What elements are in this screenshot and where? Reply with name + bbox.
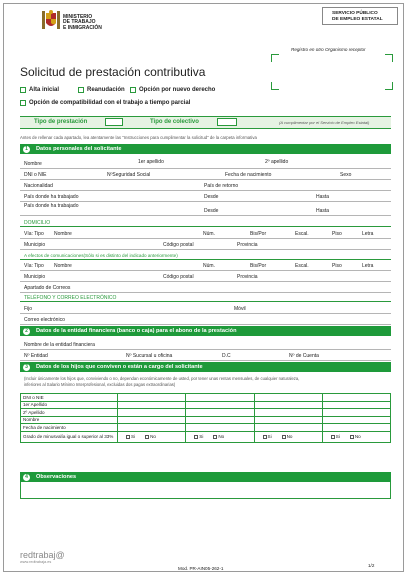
dni-label: DNI o NIE xyxy=(24,172,47,178)
num-2-label: Núm. xyxy=(203,263,215,269)
bis-por-label: Bis/Por xyxy=(250,231,267,237)
table-row xyxy=(21,409,391,417)
table-row xyxy=(21,401,391,409)
alta-inicial-label: Alta inicial xyxy=(29,87,60,93)
comunicaciones-heading: A efectos de comunicaciones(Sólo si es distinto del indicado anteriormente) xyxy=(24,253,178,258)
section-3-note-1: (Incluir únicamente los hijos que, conviviendo o no, dependan económicamente de usted, por tener unas rentas mensuales, de cualquier naturaleza, xyxy=(24,376,300,381)
n-entidad-label: Nº Entidad xyxy=(24,353,48,359)
child-cell[interactable] xyxy=(118,431,186,442)
no-label: No xyxy=(218,434,225,439)
compatibilidad-checkbox[interactable] xyxy=(20,100,26,106)
child-cell[interactable] xyxy=(322,424,390,432)
section-2-number: 2 xyxy=(23,328,30,335)
child-cell[interactable] xyxy=(118,424,186,432)
child-cell[interactable] xyxy=(254,431,322,442)
row-label: Grado de minusvalía igual o superior al 33% xyxy=(21,431,118,442)
section-3-number: 3 xyxy=(23,364,30,371)
service-box xyxy=(322,7,398,25)
child-cell[interactable] xyxy=(186,416,254,424)
tipo-colectivo-field[interactable] xyxy=(217,118,237,126)
table-row xyxy=(21,416,391,424)
ministry-line-1: MINISTERIO xyxy=(63,14,93,20)
section-3-title: Datos de los hijos que conviven o están a cargo del solicitante xyxy=(36,364,203,370)
nacionalidad-label: Nacionalidad xyxy=(24,183,53,189)
si-label: Si xyxy=(131,434,136,439)
municipio-2-label: Municipio xyxy=(24,274,46,280)
intro-note: Antes de rellenar cada apartado, lea atentamente las "Instrucciones para cumplimentar la solicitud" de la carpeta informativa xyxy=(20,135,257,140)
form-page xyxy=(3,3,404,572)
child-cell[interactable] xyxy=(118,394,186,402)
child-cell[interactable] xyxy=(322,409,390,417)
via-tipo-2-label: Vía: Tipo xyxy=(24,263,44,269)
registry-corner-tl xyxy=(271,54,279,62)
row-label: 2º Apellido xyxy=(21,409,118,417)
row-line xyxy=(20,215,391,216)
desde-1-label: Desde xyxy=(204,194,219,200)
child-cell[interactable] xyxy=(322,394,390,402)
row-label: Fecha de nacimiento xyxy=(21,424,118,432)
ministry-line-3: E INMIGRACIÓN xyxy=(63,24,102,31)
fijo-label: Fijo xyxy=(24,306,33,312)
provincia-label: Provincia xyxy=(237,242,258,248)
child-cell[interactable] xyxy=(186,409,254,417)
registry-corner-br xyxy=(385,82,393,90)
nuevo-derecho-label: Opción por nuevo derecho xyxy=(139,87,216,93)
si-checkbox[interactable] xyxy=(263,435,267,439)
compatibilidad-label: Opción de compatibilidad con el trabajo a tiempo parcial xyxy=(29,100,191,106)
fecha-nac-label: Fecha de nacimiento xyxy=(225,172,272,178)
telefono-heading: TELÉFONO Y CORREO ELECTRÓNICO xyxy=(24,295,117,301)
tipo-prestacion-label: Tipo de prestación xyxy=(34,119,88,125)
child-cell[interactable] xyxy=(186,431,254,442)
nombre-entidad-label: Nombre de la entidad financiera xyxy=(24,342,95,348)
reanudacion-label: Reanudación xyxy=(87,87,125,93)
no-label: No xyxy=(150,434,156,439)
table-row xyxy=(21,394,391,402)
row-line xyxy=(20,349,391,350)
pais-trabajado-1-label: País donde ha trabajado xyxy=(24,194,79,200)
model-code: Mod. PR-AIN05-262-1 xyxy=(178,566,224,571)
row-line xyxy=(20,238,391,239)
domicilio-heading: DOMICILIO xyxy=(24,220,51,226)
section-2-header xyxy=(20,326,391,336)
hasta-1-label: Hasta xyxy=(316,194,330,200)
row-line xyxy=(20,324,391,325)
row-line xyxy=(20,249,391,250)
section-3-note-2: inferiores al Salario Mínimo Interprofesional, excluidas dos pagas extraordinarias) xyxy=(24,382,176,387)
dc-label: D.C xyxy=(222,353,231,359)
child-cell[interactable] xyxy=(322,431,390,442)
page-number: 1/2 xyxy=(368,563,375,568)
num-label: Núm. xyxy=(203,231,215,237)
provincia-2-label: Provincia xyxy=(237,274,258,280)
observaciones-field[interactable] xyxy=(20,482,391,499)
via-nombre-2-label: Nombre xyxy=(54,263,72,269)
letra-2-label: Letra xyxy=(362,263,374,269)
child-cell[interactable] xyxy=(186,424,254,432)
table-row xyxy=(21,424,391,432)
row-line xyxy=(20,292,391,293)
row-line xyxy=(20,360,391,361)
children-table xyxy=(20,393,391,443)
tipo-note: (A cumplimentar por el Servicio de Empleo Estatal) xyxy=(279,120,370,125)
n-sucursal-label: Nº Sucursal u oficina xyxy=(126,353,173,359)
si-label: Si xyxy=(199,434,204,439)
row-line xyxy=(20,201,391,202)
desde-2-label: Desde xyxy=(204,208,219,214)
nss-label: NºSeguridad Social xyxy=(107,172,151,178)
section-4-title: Observaciones xyxy=(36,474,77,480)
pais-trabajado-2-label: País donde ha trabajado xyxy=(24,203,79,209)
child-cell[interactable] xyxy=(186,401,254,409)
registry-corner-tr xyxy=(385,54,393,62)
apellido2-label: 2º apellido xyxy=(265,159,289,165)
service-line-2: DE EMPLEO ESTATAL xyxy=(332,16,383,22)
section-3-header xyxy=(20,362,391,372)
correo-label: Correo electrónico xyxy=(24,317,65,323)
section-1-title: Datos personales del solicitante xyxy=(36,146,122,152)
movil-label: Móvil xyxy=(234,306,246,312)
ministry-name xyxy=(63,15,102,31)
child-cell[interactable] xyxy=(118,409,186,417)
si-label: Si xyxy=(267,434,272,439)
escal-label: Escal. xyxy=(295,231,309,237)
via-tipo-label: Vía: Tipo xyxy=(24,231,44,237)
child-cell[interactable] xyxy=(118,401,186,409)
nombre-label: Nombre xyxy=(24,161,42,167)
section-4-number: 4 xyxy=(23,474,30,481)
child-cell[interactable] xyxy=(186,394,254,402)
row-line xyxy=(20,179,391,180)
si-checkbox[interactable] xyxy=(194,435,198,439)
row-line xyxy=(20,168,391,169)
child-cell[interactable] xyxy=(254,416,322,424)
row-line xyxy=(20,270,391,271)
municipio-label: Municipio xyxy=(24,242,46,248)
letra-label: Letra xyxy=(362,231,374,237)
no-checkbox[interactable] xyxy=(350,435,354,439)
apellido1-label: 1er apellido xyxy=(138,159,164,165)
brand-logo: redtrabaj@ xyxy=(20,550,65,560)
row-line xyxy=(20,190,391,191)
row-line xyxy=(20,313,391,314)
no-checkbox[interactable] xyxy=(213,435,217,439)
child-cell[interactable] xyxy=(322,416,390,424)
comunicaciones-rule xyxy=(20,259,391,260)
nuevo-derecho-checkbox[interactable] xyxy=(130,87,136,93)
registry-label: Registro en otro Organismo receptor xyxy=(291,47,366,52)
n-cuenta-label: Nº de Cuenta xyxy=(289,353,319,359)
row-label: DNI o NIE xyxy=(21,394,118,402)
reanudacion-checkbox[interactable] xyxy=(78,87,84,93)
piso-label: Piso xyxy=(332,231,342,237)
domicilio-rule xyxy=(20,226,391,227)
child-cell[interactable] xyxy=(254,424,322,432)
coat-of-arms-icon xyxy=(40,9,62,33)
escal-2-label: Escal. xyxy=(295,263,309,269)
section-1-header xyxy=(20,144,391,154)
row-label: 1er Apellido xyxy=(21,401,118,409)
section-4-header xyxy=(20,472,391,482)
service-line-1: SERVICIO PÚBLICO xyxy=(332,11,378,16)
section-1-number: 1 xyxy=(23,146,30,153)
si-checkbox[interactable] xyxy=(331,435,335,439)
alta-inicial-checkbox[interactable] xyxy=(20,87,26,93)
telefono-rule xyxy=(20,301,391,302)
codigo-postal-2-label: Código postal xyxy=(163,274,194,280)
child-cell[interactable] xyxy=(254,394,322,402)
si-checkbox[interactable] xyxy=(126,435,130,439)
bis-por-2-label: Bis/Por xyxy=(250,263,267,269)
row-line xyxy=(20,281,391,282)
child-cell[interactable] xyxy=(254,409,322,417)
si-label: Si xyxy=(335,434,340,439)
apartado-label: Apartado de Correos xyxy=(24,285,71,291)
no-label: No xyxy=(286,434,293,439)
sexo-label: Sexo xyxy=(340,172,352,178)
hasta-2-label: Hasta xyxy=(316,208,330,214)
page-title: Solicitud de prestación contributiva xyxy=(20,65,206,79)
child-cell[interactable] xyxy=(118,416,186,424)
ministry-line-2: DE TRABAJO xyxy=(63,19,96,26)
tipo-colectivo-label: Tipo de colectivo xyxy=(150,119,199,125)
brand-url: www.redtrabaja.es xyxy=(20,560,52,564)
child-cell[interactable] xyxy=(254,401,322,409)
no-label: No xyxy=(354,434,361,439)
no-checkbox[interactable] xyxy=(282,435,286,439)
pais-retorno-label: País de retorno xyxy=(204,183,239,189)
table-row xyxy=(21,431,391,442)
no-checkbox[interactable] xyxy=(145,435,149,439)
row-label: Nombre xyxy=(21,416,118,424)
registry-corner-bl xyxy=(271,82,279,90)
section-2-title: Datos de la entidad financiera (banco o caja) para el abono de la prestación xyxy=(36,328,237,334)
child-cell[interactable] xyxy=(322,401,390,409)
codigo-postal-label: Código postal xyxy=(163,242,194,248)
tipo-prestacion-field[interactable] xyxy=(105,118,123,126)
piso-2-label: Piso xyxy=(332,263,342,269)
via-nombre-label: Nombre xyxy=(54,231,72,237)
